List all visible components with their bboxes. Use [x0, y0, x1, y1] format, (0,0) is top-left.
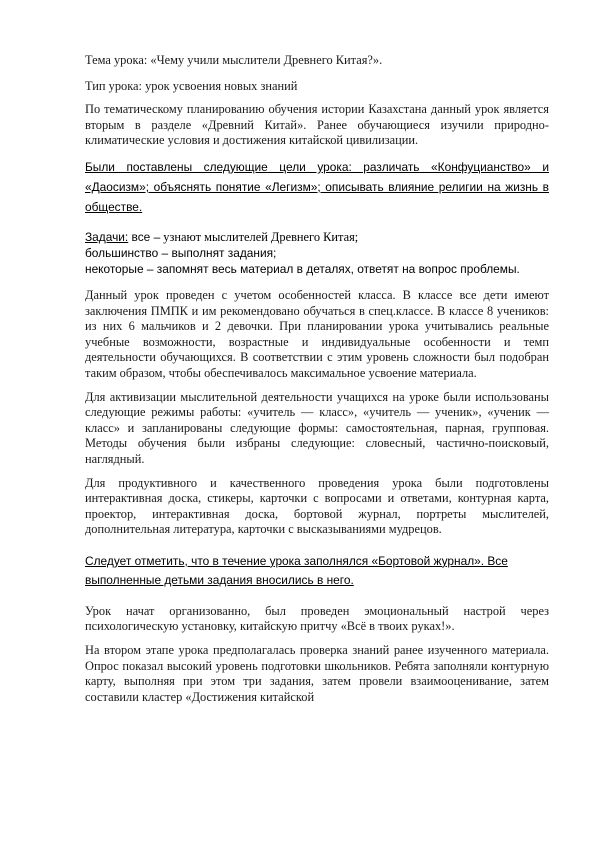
- intro-paragraph: По тематическому планированию обучения истории Казахстана данный урок является вторым в разделе «Древний Китай». Ранее обучающиеся изучили природно-климатические условия и достижения китайской цивилизации.: [85, 102, 549, 148]
- activation-paragraph: Для активизации мыслительной деятельности учащихся на уроке были использованы следующие режимы работы: «учитель — класс», «учитель — ученик», «ученик — класс» и запланированы следующие формы: самостоятельная, парная, групповая. Методы обучения были избраны следующие: словесный, частично-поисковый, наглядный.: [85, 389, 549, 466]
- lesson-tasks: [85, 229, 549, 277]
- tasks-all-text: узнают мыслителей Древнего Китая;: [160, 229, 359, 244]
- tasks-line-some: некоторые – запомнят весь материал в деталях, ответят на вопрос проблемы.: [85, 261, 520, 276]
- lesson-start-paragraph: Урок начат организованно, был проведен эмоциональный настрой через психологическую установку, китайскую притчу «Всё в твоих руках!».: [85, 603, 549, 634]
- lesson-goals: Были поставлены следующие цели урока: различать «Конфуцианство» и «Даосизм»; объяснять понятие «Легизм»; описывать влияние религии на жизнь в обществе.: [85, 159, 549, 214]
- second-stage-paragraph: На втором этапе урока предполагалась проверка знаний ранее изученного материала. Опрос показал высокий уровень подготовки школьников. Ребята заполняли контурную карту, выполняя при этом три задания, затем провели взаимооценивание, затем составили кластер «Достижения китайской: [85, 643, 549, 704]
- tasks-line-all: [85, 229, 549, 245]
- lesson-topic: Тема урока: «Чему учили мыслители Древнего Китая?».: [85, 53, 383, 67]
- equipment-paragraph: Для продуктивного и качественного проведения урока были подготовлены интерактивная доска, стикеры, карточки с вопросами и ответами, контурная карта, проектор, интерактивная доска, бортовой журнал, портреты мыслителей, дополнительная литература, карточки с высказываниями мудрецов.: [85, 475, 549, 537]
- lesson-type: Тип урока: урок усвоения новых знаний: [85, 78, 298, 93]
- tasks-line-most: большинство – выполнят задания;: [85, 245, 277, 260]
- tasks-label: Задачи:: [85, 229, 129, 244]
- class-features-paragraph: Данный урок проведен с учетом особенностей класса. В классе все дети имеют заключения ПМПК и им рекомендовано обучаться в спец.классе. В классе 8 учеников: из них 6 мальчиков и 2 девочки. При планировании урока учитывались реальные учебные возможности, возрастные и индивидуальные особенности и темп деятельности обучающихся. В соответствии с этим уровень сложности был подобран таким образом, чтобы обеспечивалось максимальное усвоение материала.: [85, 287, 549, 380]
- journal-note: Следует отметить, что в течение урока заполнялся «Бортовой журнал». Все выполненные детьми задания вносились в него.: [85, 553, 508, 587]
- tasks-all-prefix: все –: [128, 229, 161, 244]
